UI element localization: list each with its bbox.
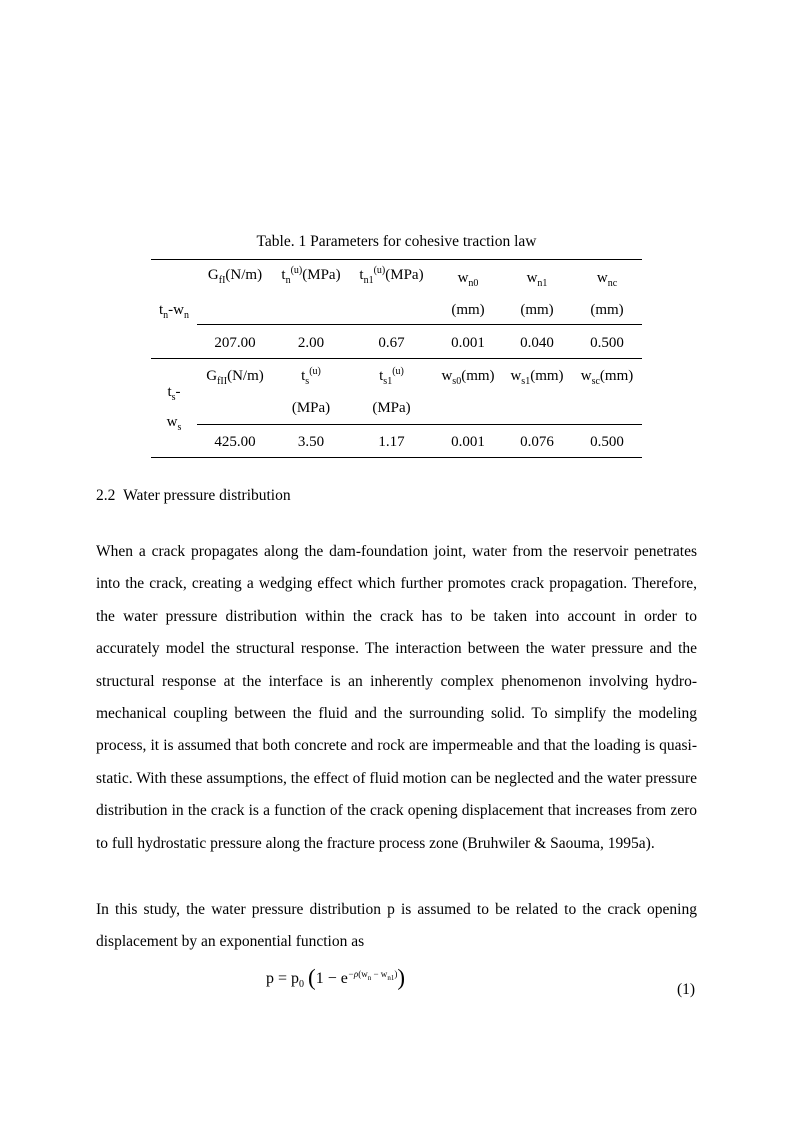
header-ts1: $t_{s1}^{(u)}$ — [379, 366, 404, 387]
section-number: 2.2 — [96, 487, 116, 504]
body-paragraph-2: In this study, the water pressure distribution p is assumed to be related to the crack opening displacement by an exponential function as — [96, 901, 697, 951]
section-title: Water pressure distribution — [123, 487, 291, 504]
header-wsc: $w_{sc}(mm)$ — [580, 368, 634, 387]
row-label-normal: $t_n-w_n$ — [159, 302, 189, 321]
header-gf-shear: $G_{fII}(N/m)$ — [206, 368, 264, 387]
table-top-rule — [151, 259, 642, 260]
equation-1: $p = p_0$ $(1 - e^{-\rho(w_n - w_{n1})})$ — [266, 965, 405, 991]
row-label-shear-line2: $w_s$ — [166, 414, 182, 433]
value-shear-ws0: 0.001 — [451, 434, 485, 450]
value-shear-ts1: 1.17 — [378, 434, 405, 450]
value-shear-ts: 3.50 — [297, 434, 325, 450]
value-normal-wn1: 0.040 — [520, 335, 554, 351]
header-wn1: $w_{n1}$ — [526, 270, 548, 289]
value-normal-wn0: 0.001 — [451, 335, 485, 351]
table-rule-normal-header — [197, 324, 642, 325]
header-gf-normal: $G_{fI}(N/m)$ — [207, 267, 263, 286]
row-label-shear-line1: $t_s-$ — [167, 384, 181, 403]
header-ws0: $w_{s0}(mm)$ — [441, 368, 495, 387]
section-heading — [96, 487, 291, 505]
value-shear-gf: 425.00 — [214, 434, 256, 450]
header-tn1: $t_{n1}^{(u)}(MPa)$ — [359, 265, 424, 286]
header-ts-unit: (MPa) — [291, 400, 331, 416]
header-wnc-unit: (mm) — [590, 302, 624, 318]
value-shear-wsc: 0.500 — [590, 434, 624, 450]
header-ws1: $w_{s1}(mm)$ — [510, 368, 564, 387]
value-normal-tn: 2.00 — [297, 335, 325, 351]
body-paragraph-1: When a crack propagates along the dam-foundation joint, water from the reservoir penetrates into the crack, creating a wedging effect which further promotes crack propagation. Therefore, the water pressure distribution within the crack has to be taken into account in order to accurately model the structural response. The interaction between the water pressure and the structural response at the interface is an inherently complex phenomenon involving hydro-mechanical coupling between the fluid and the surrounding solid. To simplify the modeling process, it is assumed that both concrete and rock are impermeable and that the loading is quasi-static. With these assumptions, the effect of fluid motion can be neglected and the water pressure distribution in the crack is a function of the crack opening displacement that increases from zero to full hydrostatic pressure along the fracture process zone (Bruhwiler & Saouma, 1995a). — [96, 543, 697, 852]
header-wn1-unit: (mm) — [520, 302, 554, 318]
table-caption: Table. 1 Parameters for cohesive traction law — [256, 233, 537, 250]
header-wnc: $w_{nc}$ — [596, 270, 618, 289]
value-normal-gf: 207.00 — [214, 335, 256, 351]
header-tn: $t_n^{(u)}(MPa)$ — [281, 265, 341, 286]
header-wn0-unit: (mm) — [451, 302, 485, 318]
value-normal-tn1: 0.67 — [378, 335, 405, 351]
value-normal-wnc: 0.500 — [590, 335, 624, 351]
table-rule-mid — [151, 358, 642, 359]
header-ts: $t_s^{(u)}$ — [301, 366, 321, 387]
value-shear-ws1: 0.076 — [520, 434, 554, 450]
equation-number: (1) — [677, 981, 696, 998]
table-rule-shear-header — [197, 424, 642, 425]
header-wn0: $w_{n0}$ — [457, 270, 479, 289]
header-ts1-unit: (MPa) — [372, 400, 411, 416]
table-bottom-rule — [151, 457, 642, 458]
